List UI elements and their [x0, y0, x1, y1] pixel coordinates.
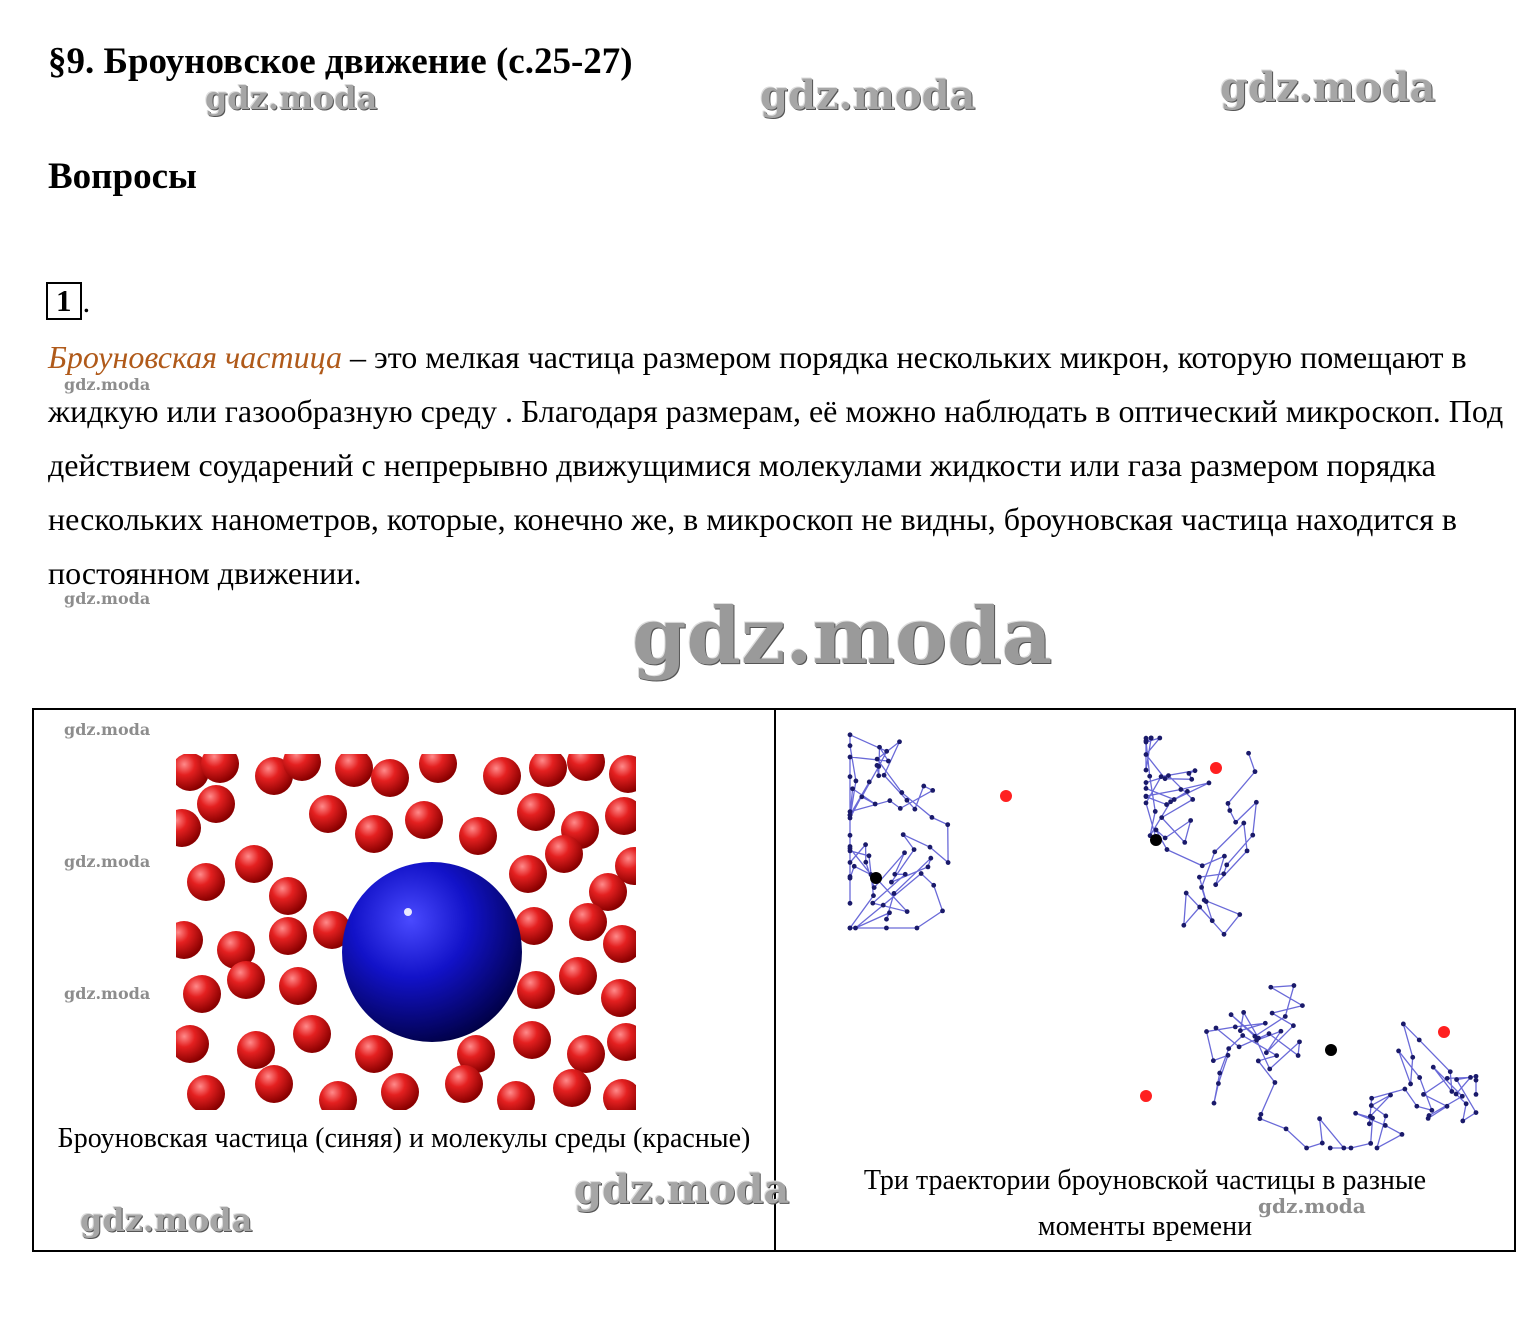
trajectory-point — [877, 745, 882, 750]
trajectory-point — [1257, 1116, 1262, 1121]
molecule — [255, 1065, 293, 1103]
trajectory-point — [1400, 1132, 1405, 1137]
trajectory-point — [1144, 738, 1149, 743]
trajectory-point — [1468, 1075, 1473, 1080]
trajectory-point — [1199, 885, 1204, 890]
trajectory-point — [1431, 1065, 1436, 1070]
watermark: gdz.moda — [64, 720, 151, 739]
trajectory-point — [1233, 820, 1238, 825]
trajectory-point — [1214, 1026, 1219, 1031]
trajectory-point — [848, 876, 853, 881]
trajectory-point — [1296, 1053, 1301, 1058]
watermark: gdz.moda — [64, 589, 151, 608]
trajectory-point — [1144, 801, 1149, 806]
trajectory-point — [897, 739, 902, 744]
trajectory-point — [1253, 769, 1258, 774]
trajectory-point — [946, 860, 951, 865]
particle-illustration — [176, 754, 636, 1110]
molecule — [559, 957, 597, 995]
molecule — [445, 1065, 483, 1103]
trajectory-point — [912, 847, 917, 852]
trajectory-point — [1283, 1014, 1288, 1019]
trajectory-point — [905, 798, 910, 803]
trajectory-point — [848, 860, 853, 865]
trajectory-point — [1157, 736, 1162, 741]
trajectory-point — [1204, 1029, 1209, 1034]
trajectory-point — [1369, 1103, 1374, 1108]
trajectory-point — [1237, 1044, 1242, 1049]
molecule — [235, 845, 273, 883]
watermark: gdz.moda — [760, 72, 976, 119]
watermark: gdz.moda — [80, 1201, 253, 1239]
molecule — [183, 975, 221, 1013]
molecule — [553, 1069, 591, 1107]
trajectory-point — [1448, 1069, 1453, 1074]
molecule — [459, 817, 497, 855]
trajectory-point — [915, 926, 920, 931]
watermark: gdz.moda — [1220, 64, 1436, 111]
molecule — [497, 1081, 535, 1110]
molecule — [197, 785, 235, 823]
figure-cell-trajectories — [776, 710, 1514, 1250]
trajectory-point — [1297, 1039, 1302, 1044]
trajectory-point — [1274, 1053, 1279, 1058]
trajectory-point — [881, 903, 886, 908]
trajectory-point — [1229, 1012, 1234, 1017]
trajectory-point — [930, 788, 935, 793]
trajectory-point — [928, 845, 933, 850]
trajectory-point — [931, 883, 936, 888]
trajectory-point — [1188, 818, 1193, 823]
trajectory-point — [848, 732, 853, 737]
watermark: gdz.moda — [205, 79, 378, 117]
molecule — [319, 1081, 357, 1110]
molecule — [607, 1023, 636, 1061]
trajectory-point — [902, 850, 907, 855]
trajectory-point — [1401, 1022, 1406, 1027]
trajectory-point — [875, 757, 880, 762]
watermark: gdz.moda — [574, 1166, 790, 1213]
molecule — [269, 917, 307, 955]
trajectory-point — [930, 815, 935, 820]
molecule — [237, 1031, 275, 1069]
trajectory-point — [1300, 1003, 1305, 1008]
trajectory-point — [1187, 771, 1192, 776]
trajectory-point — [899, 790, 904, 795]
caption-trajectories: Три траектории броуновской частицы в разные моменты времени — [863, 1165, 1427, 1242]
trajectory-point — [887, 910, 892, 915]
watermark: gdz.moda — [632, 591, 1053, 682]
molecule — [529, 754, 567, 787]
trajectory-point — [1368, 1114, 1373, 1119]
molecule — [605, 797, 636, 835]
trajectory-point — [921, 784, 926, 789]
trajectory-point — [1421, 1092, 1426, 1097]
trajectory-point — [1200, 863, 1205, 868]
trajectory-point — [1426, 1116, 1431, 1121]
trajectory-point — [1172, 797, 1177, 802]
trajectory-point — [867, 780, 872, 785]
trajectory-point — [1474, 1110, 1479, 1115]
caption-particle: Броуновская частица (синяя) и молекулы среды (красные) — [57, 1123, 751, 1154]
molecule — [569, 903, 607, 941]
trajectory-point — [1256, 1036, 1261, 1041]
trajectory-point — [1267, 1031, 1272, 1036]
trajectory-point — [1147, 774, 1152, 779]
trajectory-point — [1207, 781, 1212, 786]
molecule — [269, 877, 307, 915]
molecule — [227, 961, 265, 999]
trajectory-point — [1178, 787, 1183, 792]
trajectory-end-point — [1000, 790, 1012, 802]
trajectory-point — [1402, 1087, 1407, 1092]
trajectory-point — [1189, 777, 1194, 782]
trajectory-point — [1238, 1028, 1243, 1033]
trajectory-point — [1226, 1053, 1231, 1058]
trajectory-point — [1460, 1094, 1465, 1099]
trajectory-point — [905, 909, 910, 914]
trajectory-point — [1226, 801, 1231, 806]
trajectory-point — [1241, 1010, 1246, 1015]
trajectory-point — [1193, 768, 1198, 773]
trajectory-point — [1270, 1011, 1275, 1016]
trajectory-point — [1163, 836, 1168, 841]
trajectory-point — [1449, 1089, 1454, 1094]
trajectory-point — [889, 880, 894, 885]
trajectory-point — [940, 908, 945, 913]
trajectory-point — [1144, 780, 1149, 785]
trajectory-start-point — [870, 872, 882, 884]
trajectory-point — [848, 755, 853, 760]
trajectory-point — [1250, 833, 1255, 838]
question-number-box: 1 — [46, 282, 82, 320]
trajectory-point — [1222, 854, 1227, 859]
trajectory-point — [1190, 797, 1195, 802]
trajectory-point — [848, 926, 853, 931]
trajectory-point — [1474, 1092, 1479, 1097]
trajectory-point — [886, 759, 891, 764]
trajectory-point — [1256, 1059, 1261, 1064]
trajectory-point — [1328, 1146, 1333, 1151]
trajectory-point — [1213, 882, 1218, 887]
trajectory-point — [1221, 871, 1226, 876]
trajectory-point — [1284, 1126, 1289, 1131]
trajectory-point — [1464, 1101, 1469, 1106]
trajectory-point — [1204, 899, 1209, 904]
molecule — [293, 1015, 331, 1053]
trajectory-point — [1144, 768, 1149, 773]
molecule — [405, 801, 443, 839]
trajectory-point — [1197, 875, 1202, 880]
trajectory-point — [1184, 891, 1189, 896]
answer-paragraph — [48, 330, 1508, 600]
trajectory-point — [1197, 905, 1202, 910]
figure-table — [32, 708, 1516, 1252]
trajectory-point — [1460, 1119, 1465, 1124]
trajectory-point — [903, 872, 908, 877]
molecule — [309, 795, 347, 833]
question-number: 1 . — [46, 282, 90, 320]
trajectory-point — [1226, 1046, 1231, 1051]
trajectory-point — [1224, 862, 1229, 867]
trajectory-point — [1264, 1050, 1269, 1055]
trajectory-end-point — [1438, 1026, 1450, 1038]
trajectory-point — [1417, 1038, 1422, 1043]
trajectory-point — [850, 786, 855, 791]
trajectory-point — [1237, 912, 1242, 917]
trajectory-point — [1388, 1093, 1393, 1098]
trajectory-point — [875, 763, 880, 768]
trajectory-point — [1263, 1021, 1268, 1026]
watermark: gdz.moda — [64, 984, 151, 1003]
trajectory-point — [859, 794, 864, 799]
trajectory-point — [1454, 1077, 1459, 1082]
trajectory-point — [1445, 1104, 1450, 1109]
trajectory-point — [1383, 1123, 1388, 1128]
trajectory-point — [1259, 1112, 1264, 1117]
trajectory-point — [873, 802, 878, 807]
trajectory-point — [863, 842, 868, 847]
molecule — [483, 757, 521, 795]
trajectory-point — [1349, 1146, 1354, 1151]
trajectory-point — [1227, 808, 1232, 813]
trajectory-point — [1211, 1058, 1216, 1063]
trajectory-point — [872, 885, 877, 890]
molecule — [603, 925, 636, 963]
trajectory-point — [919, 871, 924, 876]
trajectory-point — [853, 926, 858, 931]
trajectory-point — [901, 832, 906, 837]
molecule — [609, 755, 636, 793]
molecule — [371, 759, 409, 797]
trajectory-point — [1410, 1055, 1415, 1060]
trajectory-point — [848, 833, 853, 838]
trajectory-point — [870, 901, 875, 906]
trajectory-point — [1429, 1108, 1434, 1113]
trajectory-point — [1245, 848, 1250, 853]
trajectory-point — [854, 779, 859, 784]
trajectory-point — [1267, 1067, 1272, 1072]
trajectory-end-point — [1140, 1090, 1152, 1102]
trajectory-point — [1154, 828, 1159, 833]
molecule — [513, 1021, 551, 1059]
trajectory-point — [848, 901, 853, 906]
trajectory-point — [1241, 821, 1246, 826]
trajectory-point — [848, 774, 853, 779]
trajectory-point — [1353, 1111, 1358, 1116]
molecule — [187, 1075, 225, 1110]
trajectory-point — [848, 743, 853, 748]
figure-cell-particle — [34, 710, 776, 1250]
trajectory-point — [1185, 789, 1190, 794]
trajectory-point — [1454, 1092, 1459, 1097]
trajectory-point — [892, 891, 897, 896]
watermark: gdz.moda — [64, 375, 151, 394]
molecule — [567, 754, 605, 781]
trajectory-point — [928, 856, 933, 861]
molecule — [279, 967, 317, 1005]
molecule — [419, 754, 457, 783]
trajectory-point — [1212, 1101, 1217, 1106]
trajectory-point — [912, 807, 917, 812]
trajectory-point — [1292, 983, 1297, 988]
trajectory-point — [1341, 1146, 1346, 1151]
trajectory-point — [1375, 1146, 1380, 1151]
molecule — [509, 855, 547, 893]
trajectory-point — [1304, 1146, 1309, 1151]
trajectory-point — [852, 864, 857, 869]
trajectory-point — [848, 848, 853, 853]
molecule — [176, 809, 201, 847]
trajectory-end-point — [1210, 762, 1222, 774]
trajectory-point — [1164, 802, 1169, 807]
trajectory-point — [1217, 1071, 1222, 1076]
molecule — [355, 1035, 393, 1073]
trajectory-point — [1233, 1025, 1238, 1030]
trajectory-point — [867, 853, 872, 858]
trajectory-point — [863, 860, 868, 865]
trajectory-point — [1273, 1080, 1278, 1085]
molecule — [601, 979, 636, 1017]
trajectory-point — [871, 893, 876, 898]
trajectory-point — [1240, 1033, 1245, 1038]
trajectory-point — [884, 917, 889, 922]
term-brownian-particle: Броуновская частица — [48, 339, 342, 375]
trajectory-start-point — [1325, 1044, 1337, 1056]
trajectory-point — [848, 813, 853, 818]
trajectory-point — [882, 773, 887, 778]
watermark: gdz.moda — [1258, 1194, 1366, 1218]
page-title: §9. Броуновское движение (с.25-27) — [48, 41, 633, 82]
molecule — [176, 921, 203, 959]
trajectory-point — [1317, 1116, 1322, 1121]
trajectory-point — [1414, 1104, 1419, 1109]
molecule — [176, 1025, 209, 1063]
trajectory-point — [1159, 815, 1164, 820]
section-heading: Вопросы — [48, 156, 197, 197]
answer-text: – это мелкая частица размером порядка нескольких микрон, которую помещают в жидкую или газообразную среду . Благодаря размерам, её можно наблюдать в оптический микроскоп. Под действием соударений с непрерывно движущимися молекулами жидкости или газа размером порядка нескольких нанометров, которые, конечно же, в микроскоп не видны, броуновская частица находится в постоянном движении. — [48, 339, 1504, 591]
trajectory-point — [1291, 1023, 1296, 1028]
molecule — [355, 815, 393, 853]
trajectory-point — [1396, 1049, 1401, 1054]
trajectory-point — [1279, 1029, 1284, 1034]
molecule — [381, 1073, 419, 1110]
trajectory-point — [1268, 985, 1273, 990]
trajectory-point — [1216, 1081, 1221, 1086]
trajectory-path — [1146, 738, 1256, 934]
trajectory-point — [1181, 923, 1186, 928]
trajectory-point — [1368, 1141, 1373, 1146]
molecule — [603, 1079, 636, 1110]
trajectory-point — [1144, 786, 1149, 791]
trajectory-point — [1166, 773, 1171, 778]
trajectory-point — [1165, 847, 1170, 852]
trajectory-point — [887, 798, 892, 803]
molecule — [517, 971, 555, 1009]
trajectory-point — [1149, 736, 1154, 741]
trajectory-point — [1320, 1141, 1325, 1146]
trajectory-point — [892, 872, 897, 877]
trajectory-point — [884, 926, 889, 931]
trajectory-point — [1246, 751, 1251, 756]
trajectory-point — [1445, 1076, 1450, 1081]
trajectory-point — [1182, 840, 1187, 845]
trajectory-point — [1254, 800, 1259, 805]
molecule — [187, 863, 225, 901]
watermark: gdz.moda — [64, 852, 151, 871]
trajectory-point — [884, 749, 889, 754]
molecule — [567, 1035, 605, 1073]
molecule — [335, 754, 373, 787]
trajectory-plot — [816, 718, 1496, 1158]
trajectory-point — [1474, 1078, 1479, 1083]
trajectory-point — [1153, 809, 1158, 814]
trajectory-point — [1144, 794, 1149, 799]
trajectory-point — [1222, 932, 1227, 937]
trajectory-point — [1212, 849, 1217, 854]
trajectory-path — [850, 735, 948, 928]
trajectory-point — [1417, 1075, 1422, 1080]
trajectory-point — [1369, 1096, 1374, 1101]
trajectory-point — [876, 773, 881, 778]
trajectory-point — [1383, 1114, 1388, 1119]
trajectory-point — [945, 822, 950, 827]
trajectory-point — [1210, 918, 1215, 923]
trajectory-start-point — [1150, 834, 1162, 846]
molecule — [517, 793, 555, 831]
trajectory-point — [926, 865, 931, 870]
brownian-particle-sphere — [342, 862, 522, 1042]
trajectory-point — [1367, 1121, 1372, 1126]
trajectory-point — [1408, 1082, 1413, 1087]
trajectory-point — [898, 806, 903, 811]
trajectory-point — [1144, 752, 1149, 757]
molecule — [545, 835, 583, 873]
